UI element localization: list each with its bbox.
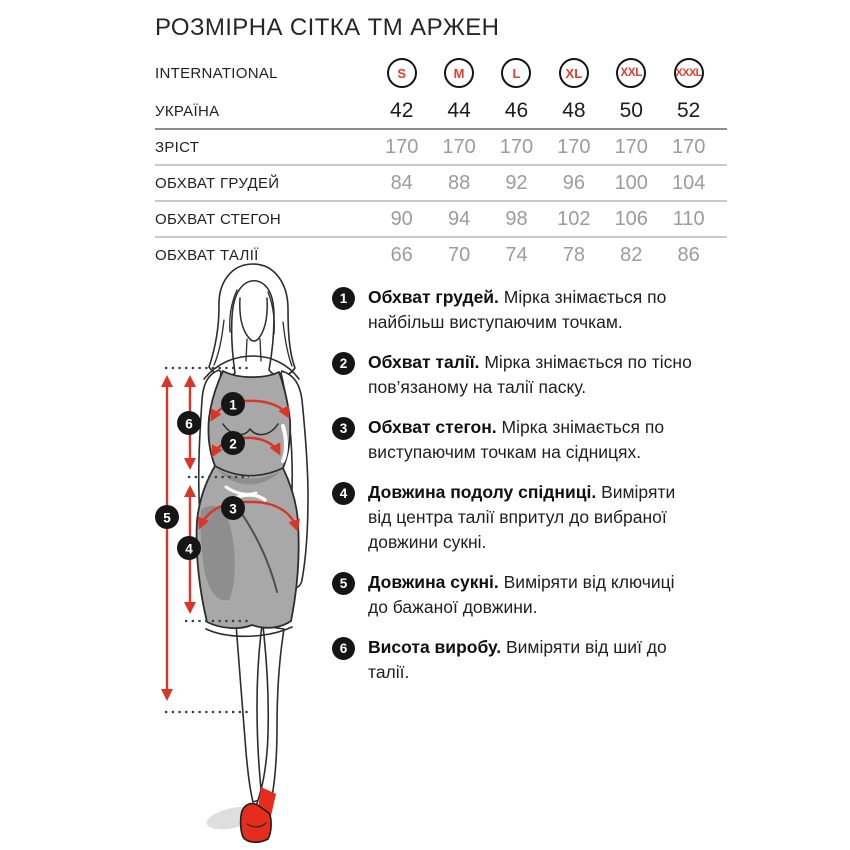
table-cell: 170 [385, 135, 419, 158]
legend-item-product-height [332, 635, 702, 685]
legend-item-dress-length [332, 570, 702, 620]
legend-term: Довжина подолу спідниці. [368, 482, 597, 502]
svg-text:5: 5 [163, 510, 171, 526]
legend-item-chest [332, 285, 702, 335]
table-cell: 90 [390, 207, 413, 230]
legend-item-hips [332, 415, 702, 465]
row-label-waist: ОБХВАТ ТАЛІЇ [155, 246, 259, 264]
legend-term: Довжина сукні. [368, 572, 499, 592]
size-badge-xxxl: XXXL [674, 58, 704, 88]
legend-number-badge: 3 [332, 417, 355, 440]
legend-term: Обхват стегон. [368, 417, 497, 437]
table-cell: 170 [614, 135, 648, 158]
table-cell: 94 [447, 207, 471, 230]
table-cell: 100 [614, 171, 648, 194]
ua-size: 42 [390, 99, 414, 122]
measurement-legend [332, 285, 702, 700]
legend-number-badge: 5 [332, 572, 355, 595]
marker-circle-1 [221, 392, 245, 416]
legend-description: Мірка знімається по виступаючим точкам на сідницях. [368, 417, 665, 462]
svg-text:3: 3 [229, 501, 237, 517]
legend-description: Мірка знімається по тісно пов’язаному на талії паску. [368, 352, 692, 397]
legend-number-badge: 6 [332, 637, 355, 660]
size-badge-m: M [444, 58, 474, 88]
ua-size: 50 [619, 99, 643, 122]
marker-circle-5 [155, 505, 179, 529]
table-row-international [155, 52, 727, 94]
table-row-height [155, 130, 727, 166]
size-badge-s: S [387, 58, 417, 88]
legend-description: Мірка знімається по найбільш виступаючим точкам. [368, 287, 667, 332]
table-cell: 66 [390, 243, 413, 266]
ua-size: 46 [504, 99, 529, 122]
table-cell: 170 [442, 135, 476, 158]
svg-text:6: 6 [185, 416, 193, 432]
svg-text:2: 2 [229, 436, 237, 452]
legend-term: Висота виробу. [368, 637, 502, 657]
row-label-international: INTERNATIONAL [155, 64, 278, 82]
row-label-ukraine: УКРАЇНА [155, 102, 220, 120]
table-cell: 102 [557, 207, 591, 230]
legend-description: Виміряти від шиї до талії. [368, 637, 667, 682]
table-cell: 78 [562, 243, 585, 266]
hair [209, 264, 295, 377]
marker-circle-4 [177, 536, 201, 560]
table-cell: 86 [677, 243, 700, 266]
legend-description: Виміряти від ключиці до бажаної довжини. [368, 572, 675, 617]
table-cell: 92 [505, 171, 528, 194]
neck [246, 339, 247, 361]
size-badge-l: L [501, 58, 531, 88]
face [240, 298, 267, 341]
table-cell: 106 [614, 207, 648, 230]
legend-number-badge: 2 [332, 352, 355, 375]
table-cell: 88 [447, 171, 471, 194]
table-cell: 170 [671, 135, 706, 158]
legend-item-waist [332, 350, 702, 400]
svg-text:4: 4 [185, 541, 193, 557]
legend-item-skirt-length [332, 480, 702, 555]
table-row-chest [155, 166, 727, 202]
table-cell: 96 [562, 171, 585, 194]
svg-text:1: 1 [229, 397, 237, 413]
table-cell: 70 [447, 243, 471, 266]
ua-size: 52 [676, 99, 701, 122]
legend-number-badge: 1 [332, 287, 355, 310]
legend-term: Обхват грудей. [368, 287, 499, 307]
table-cell: 98 [505, 207, 528, 230]
row-label-height: ЗРІСТ [155, 138, 200, 156]
size-badge-xxl: XXL [616, 58, 646, 88]
table-cell: 82 [620, 243, 643, 266]
table-row-hips [155, 202, 727, 238]
legend-term: Обхват талії. [368, 352, 480, 372]
table-cell: 110 [672, 207, 705, 230]
size-table [155, 52, 727, 272]
row-label-chest: ОБХВАТ ГРУДЕЙ [155, 174, 280, 192]
table-row-ukraine [155, 94, 727, 130]
marker-circle-2 [221, 431, 245, 455]
measurement-figure-illustration [140, 262, 340, 850]
legend-number-badge: 4 [332, 482, 355, 505]
marker-circle-6 [177, 411, 201, 435]
row-label-hips: ОБХВАТ СТЕГОН [155, 210, 282, 228]
table-cell: 74 [505, 243, 528, 266]
table-cell: 84 [390, 171, 413, 194]
ua-size: 44 [447, 99, 471, 122]
marker-circle-3 [221, 496, 245, 520]
ua-size: 48 [562, 99, 586, 122]
page-title: РОЗМІРНА СІТКА ТМ АРЖЕН [155, 14, 500, 41]
size-badge-xl: XL [559, 58, 589, 88]
table-cell: 170 [557, 135, 591, 158]
woman-sketch [197, 264, 308, 842]
table-cell: 170 [499, 135, 534, 158]
legend-description: Виміряти від центра талії впритул до вибраної довжини сукні. [368, 482, 676, 552]
table-cell: 104 [671, 171, 706, 194]
